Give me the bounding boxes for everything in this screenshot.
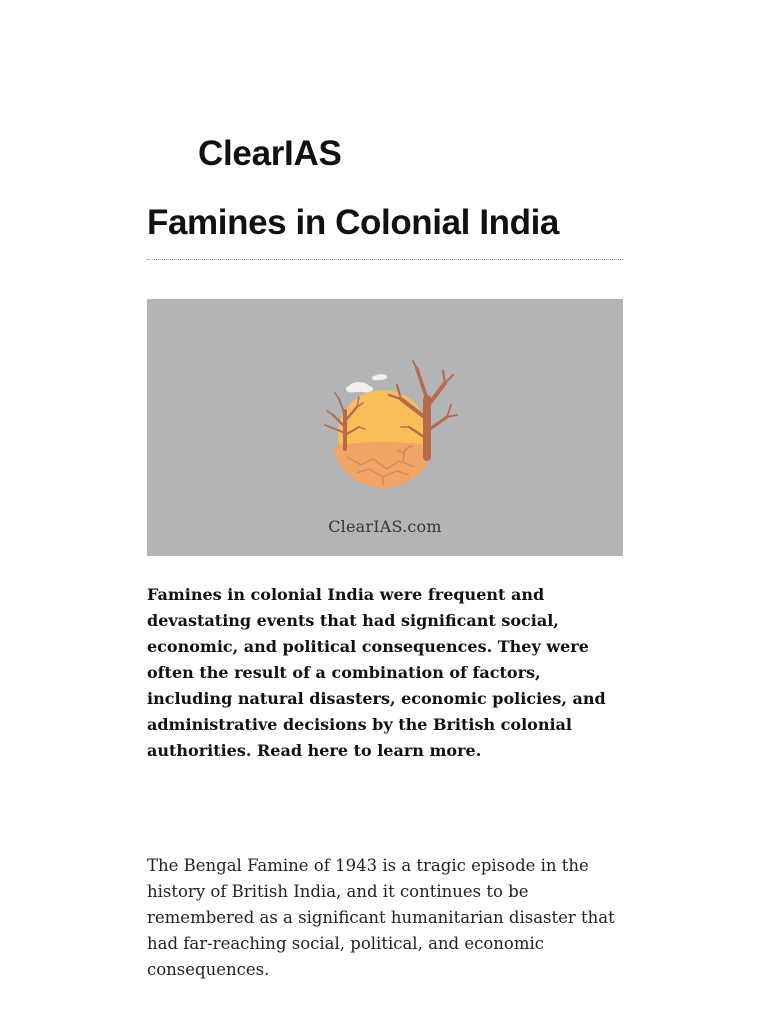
article-lead: Famines in colonial India were frequent and devastating events that had significant social, economic, and political consequences. They were often the result of a combination of factors, including natural disasters, economic policies, and administrative decisions by the British colonial authorities. Read here to learn more.	[147, 585, 606, 760]
article-body-paragraph: The Bengal Famine of 1943 is a tragic episode in the history of British India, and it continues to be remembered as a significant humanitarian disaster that had far-reaching social, political, and economic consequences.	[147, 856, 615, 979]
hero-caption: ClearIAS.com	[328, 517, 442, 536]
site-brand[interactable]: ClearIAS	[198, 134, 342, 173]
hero-image	[147, 299, 623, 556]
page-title: Famines in Colonial India	[147, 203, 559, 242]
title-divider	[147, 259, 623, 260]
cloud-icon	[346, 374, 387, 393]
cracked-ground-icon	[333, 442, 433, 488]
